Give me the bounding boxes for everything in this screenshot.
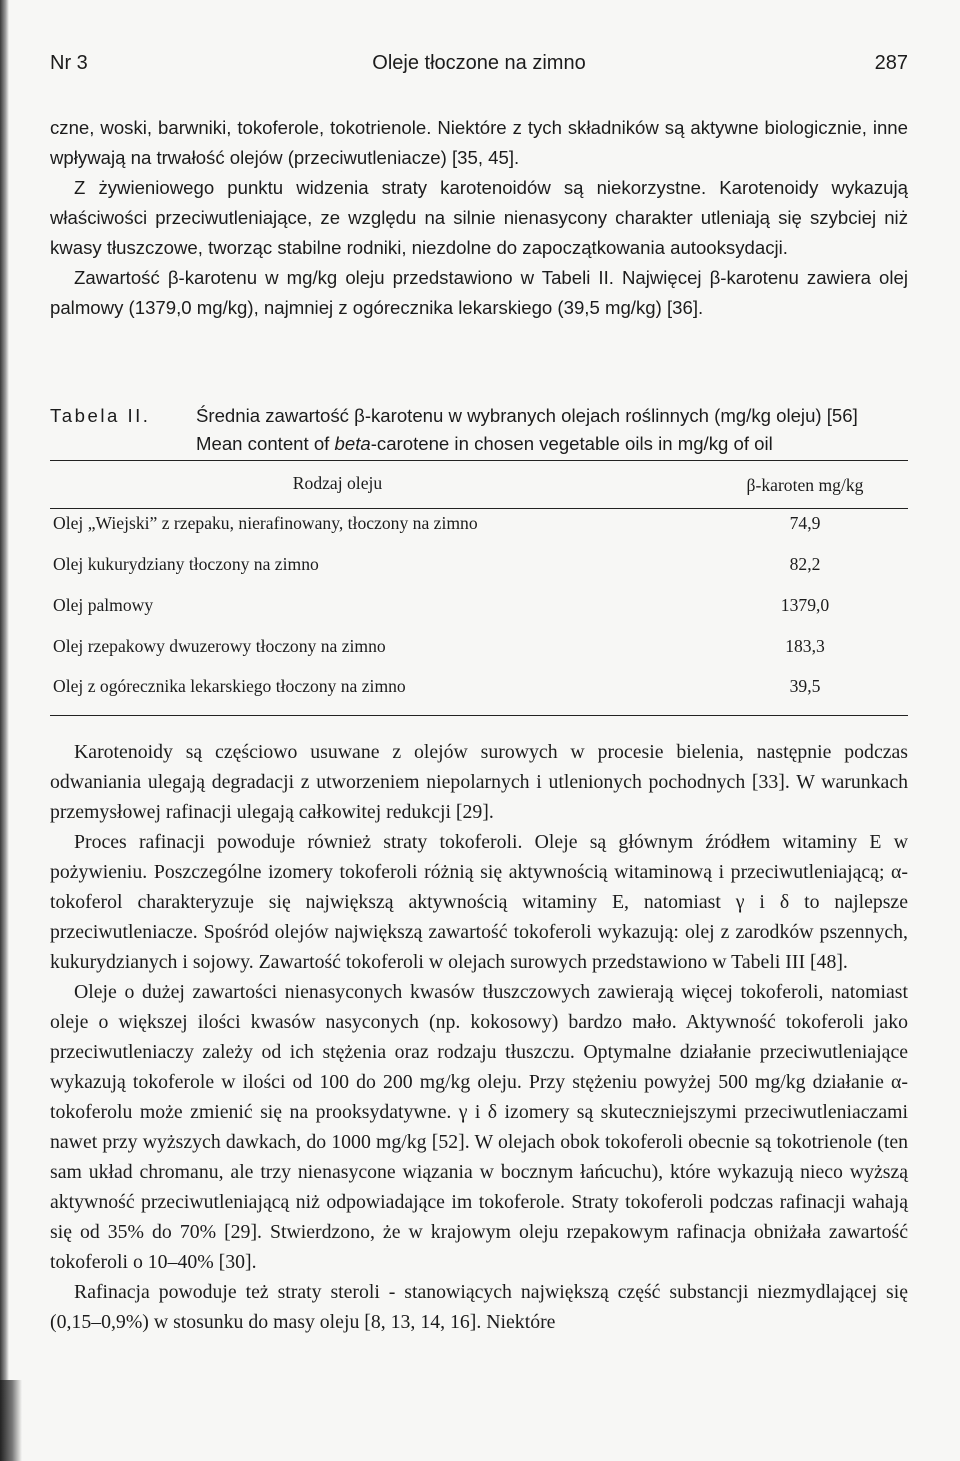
column-header-oil-type: Rodzaj oleju [292,473,383,493]
table-top-rule [50,460,908,461]
paragraph: Karotenoidy są częściowo usuwane z olejów surowych w procesie bielenia, następnie podczas odwaniania ulegają degradacji z utworzeniem niepolarnych i utlenionych pochodnych [33]. W warunkach przemysłowej rafinacji ulegają całkowitej redukcji [29]. [50,741,908,823]
table-title-english: Mean content of beta-carotene in chosen vegetable oils in mg/kg of oil [196,433,773,454]
table-row [50,505,908,545]
oil-name: Olej „Wiejski” z rzepaku, nierafinowany, tłoczony na zimno [53,513,478,533]
paragraph: Z żywieniowego punktu widzenia straty karotenoidów są niekorzystne. Karotenoidy wykazują właściwości przeciwutleniające, ze względu na silnie nienasycony charakter utleniają się szybciej niż kwasy tłuszczowe, tworząc stabilne rodniki, niezdolne do zapoczątkowania autooksydacji. [50,177,908,258]
beta-carotene-value: 183,3 [785,636,825,656]
beta-carotene-value: 1379,0 [780,595,830,615]
beta-carotene-value: 39,5 [789,676,821,696]
running-header [50,52,908,84]
beta-carotene-value: 74,9 [789,513,821,533]
intro-text [50,113,908,323]
oil-name: Olej z ogórecznika lekarskiego tłoczony na zimno [53,676,406,696]
table-row [50,587,908,627]
oil-name: Olej rzepakowy dwuzerowy tłoczony na zimno [53,636,386,656]
issue-number: Nr 3 [50,52,88,74]
column-header-beta-carotene: β-karoten mg/kg [746,475,864,495]
beta-carotene-value: 82,2 [789,554,821,574]
body-text [50,737,908,1337]
oil-name: Olej palmowy [53,595,154,615]
running-title: Oleje tłoczone na zimno [372,52,586,74]
table-row [50,546,908,586]
oil-name: Olej kukurydziany tłoczony na zimno [53,554,319,574]
paragraph: Rafinacja powoduje też straty steroli - stanowiących największą część substancji niezmydlającej się (0,15–0,9%) w stosunku do masy oleju [8, 13, 14, 16]. Niektóre [50,1281,908,1333]
binding-shadow-bottom [0,1380,22,1461]
table-row [50,628,908,668]
table-bottom-rule [50,715,908,716]
table-row [50,668,908,708]
paragraph: Oleje o dużej zawartości nienasyconych kwasów tłuszczowych zawierają więcej tokoferoli, natomiast oleje o większej ilości kwasów nasyconych (np. kokosowy) bardzo mało. Aktywność tokoferoli jako przeciwutleniaczy zależy od ich stężenia oraz rodzaju tłuszczu. Optymalne działanie przeciwutleniające wykazują tokoferole w ilości od 100 do 200 mg/kg oleju. Przy stężeniu powyżej 500 mg/kg działanie α-tokoferolu może zmienić się na prooksydatywne. γ i δ izomery są skuteczniejszymi przeciwutleniaczami nawet przy wyższych dawkach, do 1000 mg/kg [52]. W olejach obok tokoferoli obecnie są tokotrienole (ten sam układ chromanu, ale trzy nienasycone wiązania w bocznym łańcuchu), które wykazują nieco wyższą aktywność przeciwutleniającą niż odpowiadające im tokoferole. Straty tokoferoli podczas rafinacji wahają się od 35% do 70% [29]. Stwierdzono, że w krajowym oleju rzepakowym rafinacja obniżała zawartość tokoferoli o 10–40% [30]. [50,981,908,1273]
table-label: Tabela II. [50,405,151,426]
paragraph: Proces rafinacji powoduje również straty tokoferoli. Oleje są głównym źródłem witaminy E w pożywieniu. Poszczególne izomery tokoferoli różnią się aktywnością witaminową i przeciwutleniającą; α-tokoferol charakteryzuje się największą aktywnością witaminy E, natomiast γ i δ to najlepsze przeciwutleniacze. Spośród olejów największą zawartość tokoferoli wykazują: olej z zarodków pszennych, kukurydzianych i sojowy. Zawartość tokoferoli w olejach surowych przedstawiono w Tabeli III [48]. [50,831,908,973]
beta-carotene-table [50,460,908,720]
paragraph: czne, woski, barwniki, tokoferole, tokotrienole. Niektóre z tych składników są aktywne biologicznie, inne wpływają na trwałość olejów (przeciwutleniacze) [35, 45]. [50,117,908,168]
table-title-polish: Średnia zawartość β-karotenu w wybranych olejach roślinnych (mg/kg oleju) [56] [196,405,858,426]
paragraph: Zawartość β-karotenu w mg/kg oleju przedstawiono w Tabeli II. Najwięcej β-karotenu zawiera olej palmowy (1379,0 mg/kg), najmniej z ogórecznika lekarskiego (39,5 mg/kg) [36]. [50,267,908,318]
page-number: 287 [874,52,908,74]
binding-shadow [0,0,9,1461]
